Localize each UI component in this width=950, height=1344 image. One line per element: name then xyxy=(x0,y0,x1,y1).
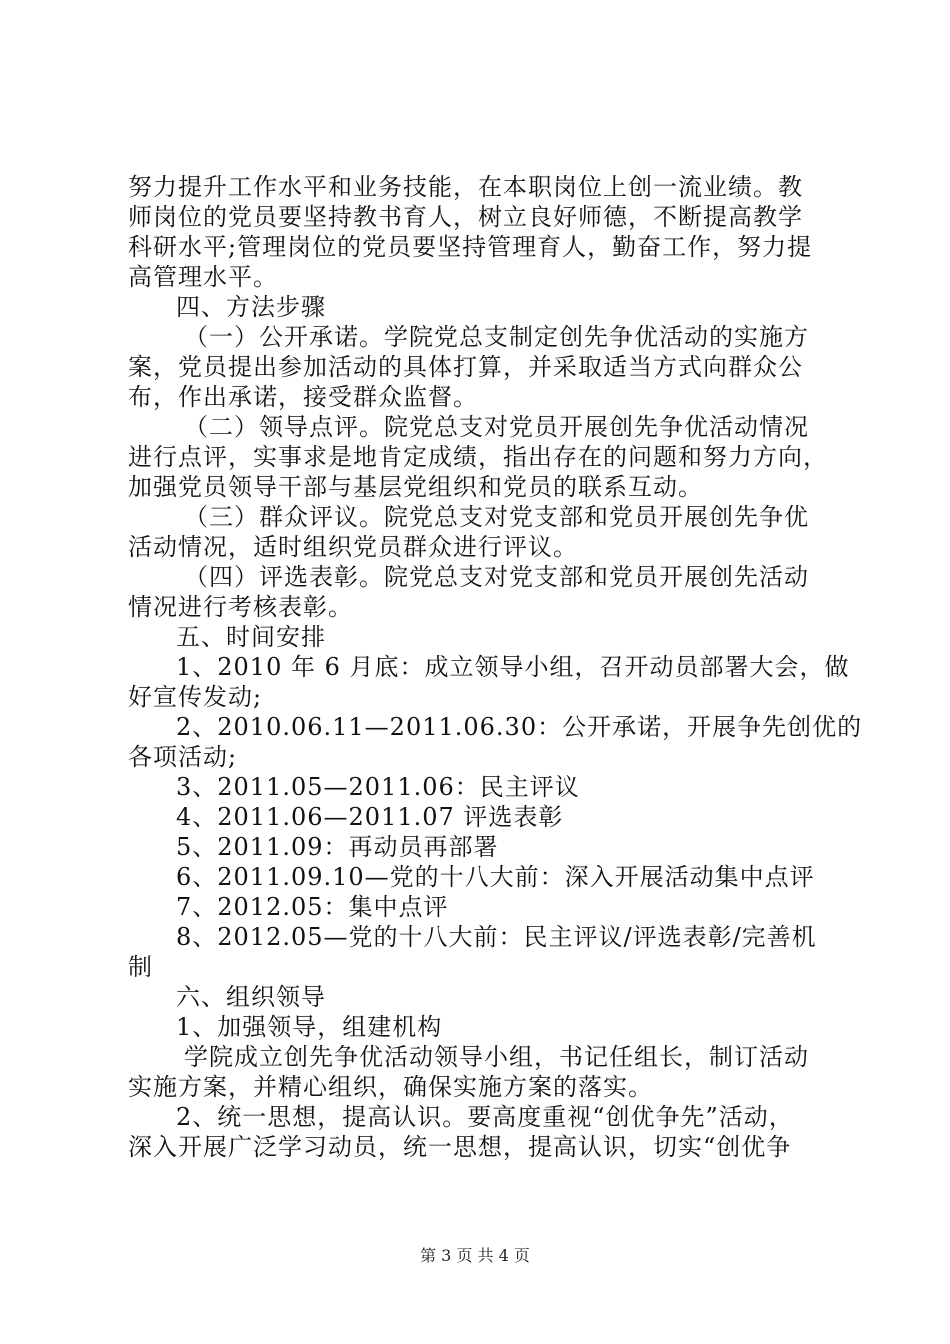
text-line: 1、2010 年 6 月底：成立领导小组，召开动员部署大会，做 xyxy=(176,653,850,681)
text-line: 师岗位的党员要坚持教书育人，树立良好师德，不断提高教学 xyxy=(128,203,803,231)
text-line: 布，作出承诺，接受群众监督。 xyxy=(128,383,478,411)
text-line: （二）领导点评。院党总支对党员开展创先争优活动情况 xyxy=(184,413,809,441)
text-line: 高管理水平。 xyxy=(128,263,278,291)
text-line: 8、2012.05—党的十八大前：民主评议/评选表彰/完善机 xyxy=(176,923,817,951)
text-line: （一）公开承诺。学院党总支制定创先争优活动的实施方 xyxy=(184,323,809,351)
text-line: 案，党员提出参加活动的具体打算，并采取适当方式向群众公 xyxy=(128,353,803,381)
text-line: 学院成立创先争优活动领导小组，书记任组长，制订活动 xyxy=(184,1043,809,1071)
text-line: 各项活动; xyxy=(128,743,238,771)
text-line: 科研水平;管理岗位的党员要坚持管理育人，勤奋工作，努力提 xyxy=(128,233,813,261)
text-line: 深入开展广泛学习动员，统一思想，提高认识，切实“创优争 xyxy=(128,1133,792,1161)
text-line: 4、2011.06—2011.07 评选表彰 xyxy=(176,803,564,831)
text-line: 7、2012.05：集中点评 xyxy=(176,893,449,921)
text-line: 加强党员领导干部与基层党组织和党员的联系互动。 xyxy=(128,473,703,501)
text-line: （三）群众评议。院党总支对党支部和党员开展创先争优 xyxy=(184,503,809,531)
text-line: 3、2011.05—2011.06：民主评议 xyxy=(176,773,580,801)
text-line: 情况进行考核表彰。 xyxy=(128,593,353,621)
page-number-footer: 第 3 页 共 4 页 xyxy=(420,1246,530,1265)
text-line: 1、加强领导，组建机构 xyxy=(176,1013,443,1041)
text-line: 2、统一思想，提高认识。要高度重视“创优争先”活动， xyxy=(176,1103,794,1131)
text-line: 好宣传发动; xyxy=(128,683,263,711)
text-line: 活动情况，适时组织党员群众进行评议。 xyxy=(128,533,578,561)
text-line: 进行点评，实事求是地肯定成绩，指出存在的问题和努力方向， xyxy=(128,443,828,471)
text-line: 实施方案，并精心组织，确保实施方案的落实。 xyxy=(128,1073,653,1101)
text-line: 2、2010.06.11—2011.06.30：公开承诺，开展争先创优的 xyxy=(176,713,863,741)
document-body xyxy=(128,172,863,1162)
text-line: 努力提升工作水平和业务技能，在本职岗位上创一流业绩。教 xyxy=(128,173,803,201)
section-heading: 四、方法步骤 xyxy=(176,293,326,321)
text-line: 制 xyxy=(128,953,153,981)
text-line: 6、2011.09.10—党的十八大前：深入开展活动集中点评 xyxy=(176,863,815,891)
text-line: 5、2011.09：再动员再部署 xyxy=(176,833,499,861)
section-heading: 六、组织领导 xyxy=(176,983,326,1011)
section-heading: 五、时间安排 xyxy=(176,623,326,651)
text-line: （四）评选表彰。院党总支对党支部和党员开展创先活动 xyxy=(184,563,809,591)
